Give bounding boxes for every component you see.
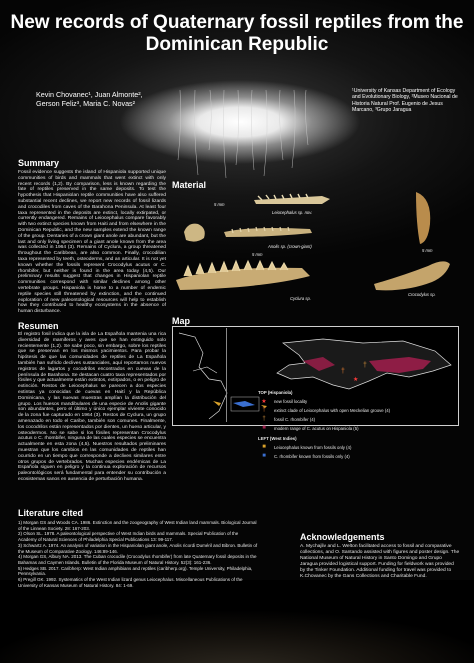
literature-item: 5) Hedges SB. 2017. Caribherp: West Indian amphibians and reptiles (caribherp.org). Temple University, Philadelphia, Pennsylvania. xyxy=(18,565,253,577)
legend-item-label: modern range of C. acutus on Hispaniola (5) xyxy=(274,425,359,431)
cyclura-jaw-image xyxy=(174,258,312,294)
legend-item xyxy=(258,398,458,404)
legend-item xyxy=(258,416,458,422)
crocodylus-tooth-image xyxy=(412,188,436,246)
summary-text: Fossil evidence suggests the island of Hispaniola supported unique communities of birds and mammals that went extinct with only recent records (1,2). By comparison, less is known regarding the fate of reptiles preserved in the same deposits. To test the hypothesis that Hispaniolan reptile communities have also suffered substantial recent declines, we report new records of fossil lizards and crocodiles from caves of the Barahona Peninsula. At least four taxa represented in the deposits are extinct, locally extirpated, or currently endangered. Remains of Leiocephalus compare favorably with two extinct species known from Haiti and from elsewhere in the Dominican Republic, and the new samples extend the known range of the group. Dentaries of a crown giant anole are abundant, but the last and only living specimen of a giant anole known from the area was collected in 1964 (3). Remains of Cyclura, a group threatened throughout the Caribbean, are also common. Finally, crocodilian taxa represented by teeth, osteoderms, and an articular. It is not yet known whether the fossils represent Crocodylus acutus or C. rhombifer, but neither is found in the area today (4,5). Our preliminary results suggest that changes in Hispaniolan reptile communities correspond with similar declines among other vertebrate groups. Hispaniola is home to a number of endemic reptile species still threatened by extinction, and the continued exploration of new paleontological resources will help to establish how they contributed to healthy ecosystems in the absence of human disturbance. xyxy=(18,170,166,315)
material-heading: Material xyxy=(172,180,207,190)
legend-item xyxy=(258,425,458,431)
literature-heading: Literature cited xyxy=(18,508,84,518)
poster-title: New records of Quaternary fossil reptiles from the Dominican Republic xyxy=(10,12,464,55)
crocodylus-label: Crocodylus sp. xyxy=(408,292,436,297)
cave-floor-image xyxy=(0,580,474,663)
legend-item-label: extinct clade of Leiocephalus with open Meckelian groove (4) xyxy=(274,407,391,413)
legend-left-heading: LEFT (West Indies) xyxy=(258,436,297,441)
svg-text:†: † xyxy=(363,362,367,369)
legend-item xyxy=(258,453,458,459)
material-figure xyxy=(172,188,462,308)
square-icon: ■ xyxy=(262,425,266,431)
anolis-label: Anolis sp. (crown-giant) xyxy=(268,244,312,249)
acknowledgements-text: A. Mychajliv and L. Welton facilitated access to fossil and comparative collections, and O. Santando assisted with figures and poster design. The National Museum of Natural History in Santo Domingo and Grupo Jaragua provided logistical support. Funding for fieldwork was provided by the Tinker Foundation. Additional funding for travel was provided to K.Chovanec by the Gans Collections and Charitable Fund. xyxy=(300,544,460,579)
cyclura-label: Cyclura sp. xyxy=(290,296,311,301)
authors-line-2: Gerson Feliz³, Maria C. Novas² xyxy=(36,99,136,108)
fossil-fragment-image xyxy=(182,220,208,244)
map-legend xyxy=(258,388,458,462)
literature-item: 6) Pregill GK. 1992. Systematics of the West Indian lizard genus Leiocephalus. Miscellaneous Publications of the University of Kansas Museum of Natural History. 84: 1-69. xyxy=(18,577,243,588)
scale-bar-label-2: 5 mm xyxy=(252,252,263,257)
literature-item: 2) Olson SL. 1978. A paleontological perspective of West Indian birds and mammals. Special Publication of the Academy of Natural Sciences of Philadelphia Special Publications 13: 99-117. xyxy=(18,531,239,543)
svg-text:★: ★ xyxy=(353,377,359,383)
literature-item: 4) Morgan GS, Albury NA. 2013. The Cuban crocodile (Crocodylus rhombifer) from late Quaternary fossil deposits in the Bahamas and Caymen Islands. Bulletin of the Florida Museum of Natural History. 52(3): 161-236. xyxy=(18,554,257,565)
svg-text:†: † xyxy=(341,368,345,375)
literature-list xyxy=(18,520,258,588)
map-inset-divider xyxy=(174,328,227,422)
literature-item: 1) Morgan GS and Woods CA. 1986. Extinction and the zoogeography of West Indian land mammals. Biological Journal of the Linnean Society. 28: 167-203. xyxy=(18,520,257,531)
scale-bar-label-3: 5 mm xyxy=(422,248,433,253)
resumen-heading: Resumen xyxy=(18,321,59,331)
legend-item-label: C. rhombifer known from fossils only (4) xyxy=(274,453,350,459)
leiocephalus-label: Leiocephalus sp. nov. xyxy=(272,210,313,215)
legend-item-label: Leiocephalus known from fossils only (4) xyxy=(274,444,352,450)
resumen-text: El registro fosil indica que la isla de La Española mantenia una rica diversidad de mamiferos y aves que se han extinguido solo recientemente (1,2). Se sabe poco, sin embargo, sobre los reptiles que se preservan en los mismos yacimientos. Para probar la hipótesis de que las comunidades de reptiles de La Española también han sufrido declives sustanciales, aquí reportamos nuevos registros de lagartos y cocodrilos encontrados en cuevas de la península de Barahona. Se destacan cuatro taxa representados por fósiles y que actualmente están extintos, extirpados, o en peligro de extinción. Restos de Leiocephalus se parecen a dos especies extintas ya conocidas de cuevas en Haití y la República Dominicana, y las nuevas muestras amplían la distribución del grupo. Los huesos mandibulares de una especie de Anolis gigante son abundantes, pero el último y único ejemplar viviente conocido de la zona fue capturado en 1964 (3). Restos de Cyclura, un grupo amenazado en todo el Caribe, también son comunes. Finalmente, los cocodrilos están representados por dientes, un hueso articular, y osteodermos. No se sabe si los fósiles representan Crocodylus acutus o C. rhombifer, ninguna de las cuales especies se encuentra actualmente en esta zona (4,5). Nuestros resultados preliminares muestran que los cambios en las comunidades de reptiles han ocurrido en un tiempo que corresponde a declives similares entre otros grupos de vertebrados. Muchas especies endémicas de La Española siguen en peligro y la continua exploración de recursos paleontológicos será fundamental para entender su contribución a ecosistemas sanos en ausencia de perturbación humana. xyxy=(18,332,166,482)
leiocephalus-jaw-image xyxy=(252,190,332,208)
anolis-jaw-image xyxy=(222,224,314,240)
dagger-icon: † xyxy=(262,407,266,413)
authors-line-1: Kevin Chovanec¹, Juan Almonte², xyxy=(36,90,143,99)
literature-item: 3) Schwartz A. 1974. An analysis of variation in the Hispaniolan giant anole, Anolis ricordi Duméril and Bibron. Bulletin of the Museum of Comparative Zoology. 146:89-146. xyxy=(18,542,258,554)
square-icon: ■ xyxy=(262,453,266,459)
legend-item xyxy=(258,407,458,413)
affiliations: ¹University of Kansas Department of Ecology and Evolutionary Biology, ²Museo Nacional de Historia Natural Prof. Eugenio de Jesus Marcano, ³Grupo Jaragua xyxy=(352,88,458,114)
legend-item-label: new fossil locality xyxy=(274,398,308,404)
legend-item-label: fossil C. rhombifer (4) xyxy=(274,416,316,422)
legend-top-heading: TOP (Hispaniola) xyxy=(258,390,293,395)
summary-heading: Summary xyxy=(18,158,60,168)
map-heading: Map xyxy=(172,316,190,326)
dagger-icon: † xyxy=(262,416,266,422)
crocodylus-articular-image xyxy=(372,254,452,294)
authors xyxy=(36,90,186,108)
acknowledgements-heading: Acknowledgements xyxy=(300,532,385,542)
star-icon: ★ xyxy=(261,398,267,405)
legend-item xyxy=(258,444,458,450)
square-icon: ■ xyxy=(262,444,266,450)
scale-bar-label-1: 5 mm xyxy=(214,202,225,207)
